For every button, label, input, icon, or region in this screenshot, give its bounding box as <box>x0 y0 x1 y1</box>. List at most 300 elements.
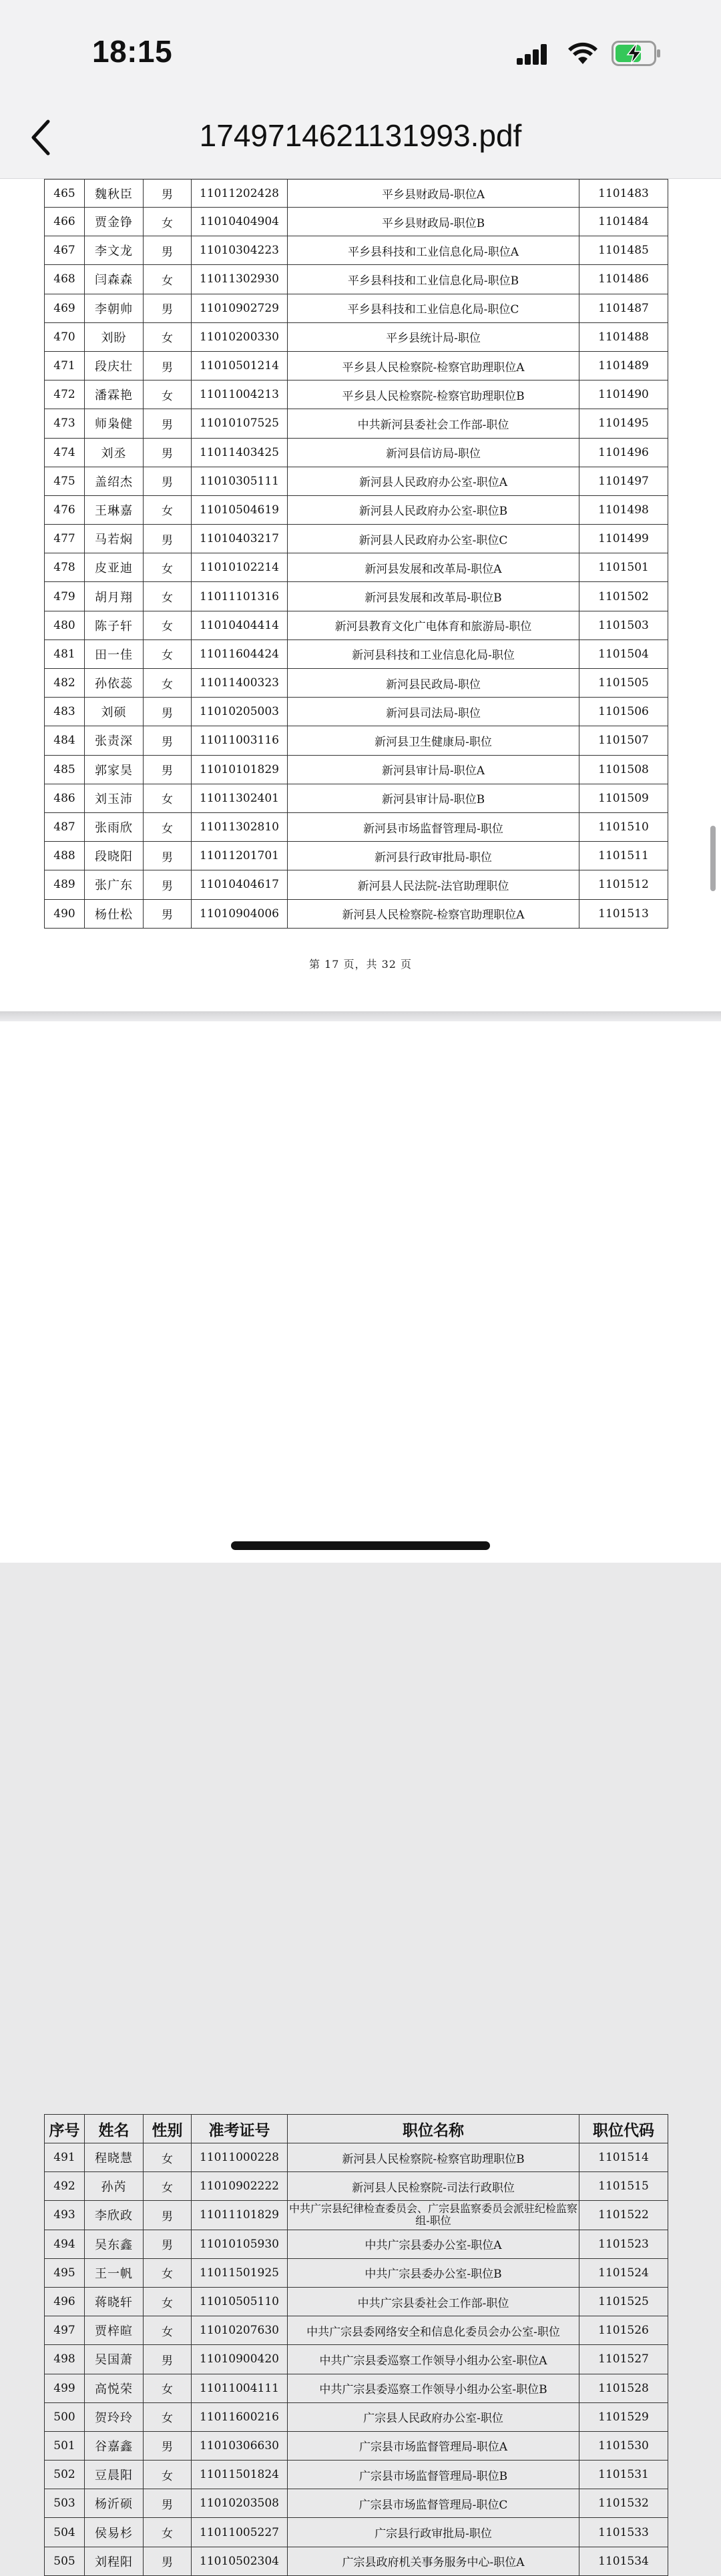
cell-exam-id: 11011005227 <box>192 2518 288 2547</box>
cell-exam-id: 11011000228 <box>192 2143 288 2172</box>
cell-exam-id: 11010105930 <box>192 2230 288 2258</box>
cell-title: 广宗县市场监督管理局-职位C <box>288 2489 579 2518</box>
cell-gender: 女 <box>144 380 192 409</box>
cell-title: 平乡县财政局-职位B <box>288 208 579 236</box>
cell-seq: 495 <box>45 2258 85 2287</box>
table-row <box>45 525 668 553</box>
cell-code: 1101504 <box>579 639 668 668</box>
status-time: 18:15 <box>92 34 173 69</box>
cell-name: 贾梓暄 <box>85 2316 144 2345</box>
table-row <box>45 726 668 755</box>
cell-seq: 481 <box>45 639 85 668</box>
cell-code: 1101485 <box>579 236 668 265</box>
cell-title: 平乡县统计局-职位 <box>288 322 579 351</box>
table-row <box>45 2345 668 2374</box>
cell-name: 闫森森 <box>85 265 144 294</box>
cell-code: 1101515 <box>579 2172 668 2201</box>
cell-code: 1101532 <box>579 2489 668 2518</box>
cell-seq: 465 <box>45 180 85 208</box>
cell-code: 1101499 <box>579 525 668 553</box>
cell-seq: 489 <box>45 870 85 899</box>
table-row <box>45 2547 668 2575</box>
table-row <box>45 755 668 784</box>
cell-exam-id: 11010404617 <box>192 870 288 899</box>
table-row <box>45 322 668 351</box>
cell-gender: 男 <box>144 899 192 928</box>
cell-gender: 男 <box>144 2201 192 2230</box>
cell-code: 1101528 <box>579 2374 668 2402</box>
cell-title: 广宗县市场监督管理局-职位A <box>288 2431 579 2460</box>
cell-title: 中共广宗县委网络安全和信息化委员会办公室-职位 <box>288 2316 579 2345</box>
cell-gender: 女 <box>144 2316 192 2345</box>
table-row <box>45 639 668 668</box>
cell-exam-id: 11010205003 <box>192 698 288 726</box>
cell-code: 1101486 <box>579 265 668 294</box>
cell-code: 1101514 <box>579 2143 668 2172</box>
table-row <box>45 180 668 208</box>
cell-title: 新河县人民检察院-司法行政职位 <box>288 2172 579 2201</box>
cell-exam-id: 11010501214 <box>192 351 288 380</box>
cell-title: 新河县人民政府办公室-职位B <box>288 495 579 524</box>
cell-seq: 487 <box>45 812 85 841</box>
cell-gender: 男 <box>144 870 192 899</box>
cell-code: 1101513 <box>579 899 668 928</box>
header-position-title: 职位名称 <box>288 2115 579 2143</box>
cell-exam-id: 11011501824 <box>192 2461 288 2489</box>
cell-exam-id: 11010403217 <box>192 525 288 553</box>
cell-gender: 女 <box>144 208 192 236</box>
cell-exam-id: 11010904006 <box>192 899 288 928</box>
cell-exam-id: 11010305111 <box>192 467 288 495</box>
cell-exam-id: 11011004213 <box>192 380 288 409</box>
cell-seq: 499 <box>45 2374 85 2402</box>
cell-name: 刘程阳 <box>85 2547 144 2575</box>
cell-title: 新河县发展和改革局-职位B <box>288 582 579 611</box>
wifi-icon <box>567 42 598 65</box>
cell-exam-id: 11011302810 <box>192 812 288 841</box>
cell-seq: 479 <box>45 582 85 611</box>
cell-seq: 486 <box>45 784 85 812</box>
cell-seq: 468 <box>45 265 85 294</box>
table-row <box>45 842 668 870</box>
cell-seq: 484 <box>45 726 85 755</box>
cell-name: 吴东鑫 <box>85 2230 144 2258</box>
cell-code: 1101502 <box>579 582 668 611</box>
header-exam-id: 准考证号 <box>192 2115 288 2143</box>
table-row <box>45 2316 668 2345</box>
cell-gender: 男 <box>144 698 192 726</box>
cell-name: 张责深 <box>85 726 144 755</box>
header-position-code: 职位代码 <box>579 2115 668 2143</box>
cell-code: 1101529 <box>579 2402 668 2431</box>
table-row <box>45 495 668 524</box>
cell-gender: 女 <box>144 265 192 294</box>
cell-seq: 494 <box>45 2230 85 2258</box>
cell-exam-id: 11010404904 <box>192 208 288 236</box>
header-name: 姓名 <box>85 2115 144 2143</box>
cell-exam-id: 11010404414 <box>192 611 288 639</box>
cell-name: 陈子轩 <box>85 611 144 639</box>
table-row <box>45 2201 668 2230</box>
table-row <box>45 2518 668 2547</box>
cell-seq: 490 <box>45 899 85 928</box>
cell-gender: 女 <box>144 2287 192 2316</box>
cell-exam-id: 11010102214 <box>192 553 288 582</box>
cell-exam-id: 11010207630 <box>192 2316 288 2345</box>
cell-seq: 485 <box>45 755 85 784</box>
cell-seq: 466 <box>45 208 85 236</box>
cell-name: 谷嘉鑫 <box>85 2431 144 2460</box>
cell-gender: 男 <box>144 755 192 784</box>
cell-gender: 男 <box>144 438 192 467</box>
document-title: 1749714621131993.pdf <box>199 118 522 153</box>
cell-code: 1101489 <box>579 351 668 380</box>
cell-code: 1101488 <box>579 322 668 351</box>
cell-title: 中共新河县委社会工作部-职位 <box>288 409 579 438</box>
home-indicator[interactable] <box>231 1541 490 1550</box>
cell-exam-id: 11011004111 <box>192 2374 288 2402</box>
cell-code: 1101501 <box>579 553 668 582</box>
cell-seq: 474 <box>45 438 85 467</box>
cell-code: 1101495 <box>579 409 668 438</box>
cell-name: 刘丞 <box>85 438 144 467</box>
cell-code: 1101503 <box>579 611 668 639</box>
cell-code: 1101533 <box>579 2518 668 2547</box>
cell-exam-id: 11011003116 <box>192 726 288 755</box>
cell-name: 马若焖 <box>85 525 144 553</box>
cell-exam-id: 11010900420 <box>192 2345 288 2374</box>
cell-code: 1101509 <box>579 784 668 812</box>
cell-code: 1101510 <box>579 812 668 841</box>
status-icons <box>517 39 661 68</box>
cell-seq: 498 <box>45 2345 85 2374</box>
cell-title: 广宗县政府机关事务服务中心-职位A <box>288 2547 579 2575</box>
table-header-row <box>45 2115 668 2143</box>
cell-exam-id: 11010902729 <box>192 294 288 322</box>
cell-code: 1101526 <box>579 2316 668 2345</box>
table-row <box>45 2230 668 2258</box>
cell-seq: 477 <box>45 525 85 553</box>
cell-name: 蒋晓轩 <box>85 2287 144 2316</box>
cell-code: 1101496 <box>579 438 668 467</box>
cell-gender: 女 <box>144 553 192 582</box>
table-row <box>45 2431 668 2460</box>
cell-code: 1101522 <box>579 2201 668 2230</box>
cell-exam-id: 11010505110 <box>192 2287 288 2316</box>
cell-name: 吴国萧 <box>85 2345 144 2374</box>
cell-name: 孙依蕊 <box>85 669 144 698</box>
header-seq: 序号 <box>45 2115 85 2143</box>
cell-name: 刘盼 <box>85 322 144 351</box>
cell-code: 1101523 <box>579 2230 668 2258</box>
cell-name: 侯易杉 <box>85 2518 144 2547</box>
cell-code: 1101530 <box>579 2431 668 2460</box>
cell-exam-id: 11010107525 <box>192 409 288 438</box>
cell-title: 新河县人民政府办公室-职位A <box>288 467 579 495</box>
cell-gender: 男 <box>144 2489 192 2518</box>
table-row <box>45 351 668 380</box>
cell-title: 新河县人民检察院-检察官助理职位B <box>288 2143 579 2172</box>
cell-seq: 501 <box>45 2431 85 2460</box>
cell-name: 胡月翔 <box>85 582 144 611</box>
table-row <box>45 236 668 265</box>
cell-title: 新河县人民政府办公室-职位C <box>288 525 579 553</box>
cell-seq: 491 <box>45 2143 85 2172</box>
page-footer: 第 17 页，共 32 页 <box>308 958 413 971</box>
cell-code: 1101524 <box>579 2258 668 2287</box>
cell-exam-id: 11011101316 <box>192 582 288 611</box>
table-row <box>45 265 668 294</box>
cell-gender: 男 <box>144 409 192 438</box>
battery-charging-icon <box>612 41 661 66</box>
cell-title: 平乡县科技和工业信息化局-职位B <box>288 265 579 294</box>
cell-exam-id: 11010502304 <box>192 2547 288 2575</box>
cell-seq: 497 <box>45 2316 85 2345</box>
table-row <box>45 2287 668 2316</box>
table-row <box>45 812 668 841</box>
cell-title: 新河县民政局-职位 <box>288 669 579 698</box>
cell-name: 高悦荣 <box>85 2374 144 2402</box>
cell-code: 1101508 <box>579 755 668 784</box>
cell-seq: 482 <box>45 669 85 698</box>
cell-title: 平乡县财政局-职位A <box>288 180 579 208</box>
cell-seq: 472 <box>45 380 85 409</box>
cell-gender: 男 <box>144 2431 192 2460</box>
cell-title: 平乡县人民检察院-检察官助理职位B <box>288 380 579 409</box>
cell-seq: 469 <box>45 294 85 322</box>
cell-code: 1101505 <box>579 669 668 698</box>
cell-name: 郭家昊 <box>85 755 144 784</box>
cell-name: 师枭健 <box>85 409 144 438</box>
table-row <box>45 380 668 409</box>
cell-seq: 471 <box>45 351 85 380</box>
cell-seq: 473 <box>45 409 85 438</box>
cell-seq: 500 <box>45 2402 85 2431</box>
table-row <box>45 553 668 582</box>
table-row <box>45 870 668 899</box>
cell-title: 中共广宗县委巡察工作领导小组办公室-职位A <box>288 2345 579 2374</box>
cell-name: 皮亚迪 <box>85 553 144 582</box>
cell-seq: 502 <box>45 2461 85 2489</box>
table-row <box>45 698 668 726</box>
table-row <box>45 2172 668 2201</box>
cell-gender: 女 <box>144 322 192 351</box>
cell-seq: 475 <box>45 467 85 495</box>
cellular-signal-icon <box>517 42 554 65</box>
cell-name: 段晓阳 <box>85 842 144 870</box>
cell-name: 张广东 <box>85 870 144 899</box>
cell-gender: 女 <box>144 611 192 639</box>
cell-exam-id: 11010200330 <box>192 322 288 351</box>
cell-gender: 男 <box>144 2547 192 2575</box>
cell-exam-id: 11010306630 <box>192 2431 288 2460</box>
cell-gender: 男 <box>144 525 192 553</box>
cell-gender: 男 <box>144 351 192 380</box>
header-gender: 性别 <box>144 2115 192 2143</box>
cell-gender: 女 <box>144 2374 192 2402</box>
cell-name: 刘硕 <box>85 698 144 726</box>
cell-code: 1101511 <box>579 842 668 870</box>
cell-title: 新河县卫生健康局-职位 <box>288 726 579 755</box>
cell-code: 1101497 <box>579 467 668 495</box>
cell-title: 新河县行政审批局-职位 <box>288 842 579 870</box>
cell-title: 广宗县行政审批局-职位 <box>288 2518 579 2547</box>
cell-name: 孙芮 <box>85 2172 144 2201</box>
cell-code: 1101498 <box>579 495 668 524</box>
table-row <box>45 2374 668 2402</box>
cell-title: 平乡县科技和工业信息化局-职位C <box>288 294 579 322</box>
table-row <box>45 582 668 611</box>
cell-title: 新河县审计局-职位A <box>288 755 579 784</box>
cell-code: 1101512 <box>579 870 668 899</box>
cell-exam-id: 11011101829 <box>192 2201 288 2230</box>
cell-gender: 男 <box>144 726 192 755</box>
cell-seq: 470 <box>45 322 85 351</box>
cell-name: 段庆壮 <box>85 351 144 380</box>
cell-name: 贾金铮 <box>85 208 144 236</box>
cell-seq: 467 <box>45 236 85 265</box>
cell-name: 潘霖艳 <box>85 380 144 409</box>
cell-name: 豆晨阳 <box>85 2461 144 2489</box>
cell-gender: 女 <box>144 669 192 698</box>
top-bar <box>0 0 721 179</box>
roster-table-page-17 <box>44 179 668 929</box>
cell-seq: 505 <box>45 2547 85 2575</box>
cell-exam-id: 11011604424 <box>192 639 288 668</box>
table-row <box>45 611 668 639</box>
cell-name: 田一佳 <box>85 639 144 668</box>
cell-gender: 男 <box>144 236 192 265</box>
cell-seq: 493 <box>45 2201 85 2230</box>
cell-title: 新河县人民检察院-检察官助理职位A <box>288 899 579 928</box>
cell-code: 1101534 <box>579 2547 668 2575</box>
cell-exam-id: 11011501925 <box>192 2258 288 2287</box>
cell-seq: 492 <box>45 2172 85 2201</box>
cell-title: 广宗县人民政府办公室-职位 <box>288 2402 579 2431</box>
table-row <box>45 2258 668 2287</box>
cell-code: 1101531 <box>579 2461 668 2489</box>
cell-title: 中共广宗县委巡察工作领导小组办公室-职位B <box>288 2374 579 2402</box>
cell-seq: 503 <box>45 2489 85 2518</box>
cell-gender: 男 <box>144 842 192 870</box>
cell-gender: 女 <box>144 812 192 841</box>
cell-gender: 男 <box>144 180 192 208</box>
cell-seq: 476 <box>45 495 85 524</box>
table-row <box>45 294 668 322</box>
cell-gender: 女 <box>144 784 192 812</box>
cell-seq: 488 <box>45 842 85 870</box>
cell-gender: 女 <box>144 2143 192 2172</box>
cell-exam-id: 11010504619 <box>192 495 288 524</box>
cell-title: 新河县信访局-职位 <box>288 438 579 467</box>
cell-exam-id: 11011403425 <box>192 438 288 467</box>
cell-title: 新河县审计局-职位B <box>288 784 579 812</box>
cell-gender: 男 <box>144 2230 192 2258</box>
table-row <box>45 2402 668 2431</box>
cell-title: 中共广宗县委社会工作部-职位 <box>288 2287 579 2316</box>
cell-name: 刘玉沛 <box>85 784 144 812</box>
cell-gender: 女 <box>144 582 192 611</box>
cell-exam-id: 11011600216 <box>192 2402 288 2431</box>
cell-exam-id: 11011202428 <box>192 180 288 208</box>
cell-exam-id: 11011302930 <box>192 265 288 294</box>
cell-code: 1101525 <box>579 2287 668 2316</box>
cell-code: 1101506 <box>579 698 668 726</box>
table-row <box>45 669 668 698</box>
scroll-indicator[interactable] <box>710 826 716 891</box>
cell-title: 中共广宗县委办公室-职位A <box>288 2230 579 2258</box>
cell-name: 杨仕松 <box>85 899 144 928</box>
cell-code: 1101483 <box>579 180 668 208</box>
cell-code: 1101507 <box>579 726 668 755</box>
table-row <box>45 2143 668 2172</box>
cell-title: 新河县发展和改革局-职位A <box>288 553 579 582</box>
cell-name: 贺玲玲 <box>85 2402 144 2431</box>
cell-gender: 女 <box>144 2258 192 2287</box>
cell-code: 1101484 <box>579 208 668 236</box>
cell-name: 程晓慧 <box>85 2143 144 2172</box>
cell-seq: 496 <box>45 2287 85 2316</box>
cell-gender: 女 <box>144 639 192 668</box>
cell-seq: 478 <box>45 553 85 582</box>
table-row <box>45 438 668 467</box>
cell-seq: 483 <box>45 698 85 726</box>
cell-code: 1101490 <box>579 380 668 409</box>
cell-gender: 男 <box>144 294 192 322</box>
table-row <box>45 409 668 438</box>
cell-gender: 女 <box>144 2172 192 2201</box>
cell-exam-id: 11010902222 <box>192 2172 288 2201</box>
cell-exam-id: 11011201701 <box>192 842 288 870</box>
table-row <box>45 784 668 812</box>
cell-name: 王琳嘉 <box>85 495 144 524</box>
cell-code: 1101487 <box>579 294 668 322</box>
cell-name: 王一帆 <box>85 2258 144 2287</box>
page-separator <box>0 1011 721 1021</box>
cell-exam-id: 11011400323 <box>192 669 288 698</box>
cell-title: 平乡县人民检察院-检察官助理职位A <box>288 351 579 380</box>
cell-title: 新河县市场监督管理局-职位 <box>288 812 579 841</box>
cell-gender: 男 <box>144 2345 192 2374</box>
cell-name: 杨沂硕 <box>85 2489 144 2518</box>
cell-name: 魏秋臣 <box>85 180 144 208</box>
table-row <box>45 208 668 236</box>
table-row <box>45 899 668 928</box>
cell-seq: 480 <box>45 611 85 639</box>
cell-title: 新河县科技和工业信息化局-职位 <box>288 639 579 668</box>
cell-gender: 女 <box>144 2461 192 2489</box>
cell-name: 李文龙 <box>85 236 144 265</box>
cell-name: 李朝帅 <box>85 294 144 322</box>
cell-exam-id: 11010101829 <box>192 755 288 784</box>
cell-name: 李欣政 <box>85 2201 144 2230</box>
cell-title: 新河县司法局-职位 <box>288 698 579 726</box>
cell-gender: 女 <box>144 2402 192 2431</box>
cell-code: 1101527 <box>579 2345 668 2374</box>
cell-exam-id: 11010304223 <box>192 236 288 265</box>
cell-name: 盖绍杰 <box>85 467 144 495</box>
roster-table-page-18 <box>44 2114 668 2576</box>
cell-title: 新河县人民法院-法官助理职位 <box>288 870 579 899</box>
table-row <box>45 2461 668 2489</box>
cell-title: 中共广宗县委办公室-职位B <box>288 2258 579 2287</box>
cell-gender: 男 <box>144 467 192 495</box>
cell-gender: 女 <box>144 495 192 524</box>
cell-title: 平乡县科技和工业信息化局-职位A <box>288 236 579 265</box>
cell-title: 新河县教育文化广电体育和旅游局-职位 <box>288 611 579 639</box>
table-row <box>45 2489 668 2518</box>
cell-seq: 504 <box>45 2518 85 2547</box>
